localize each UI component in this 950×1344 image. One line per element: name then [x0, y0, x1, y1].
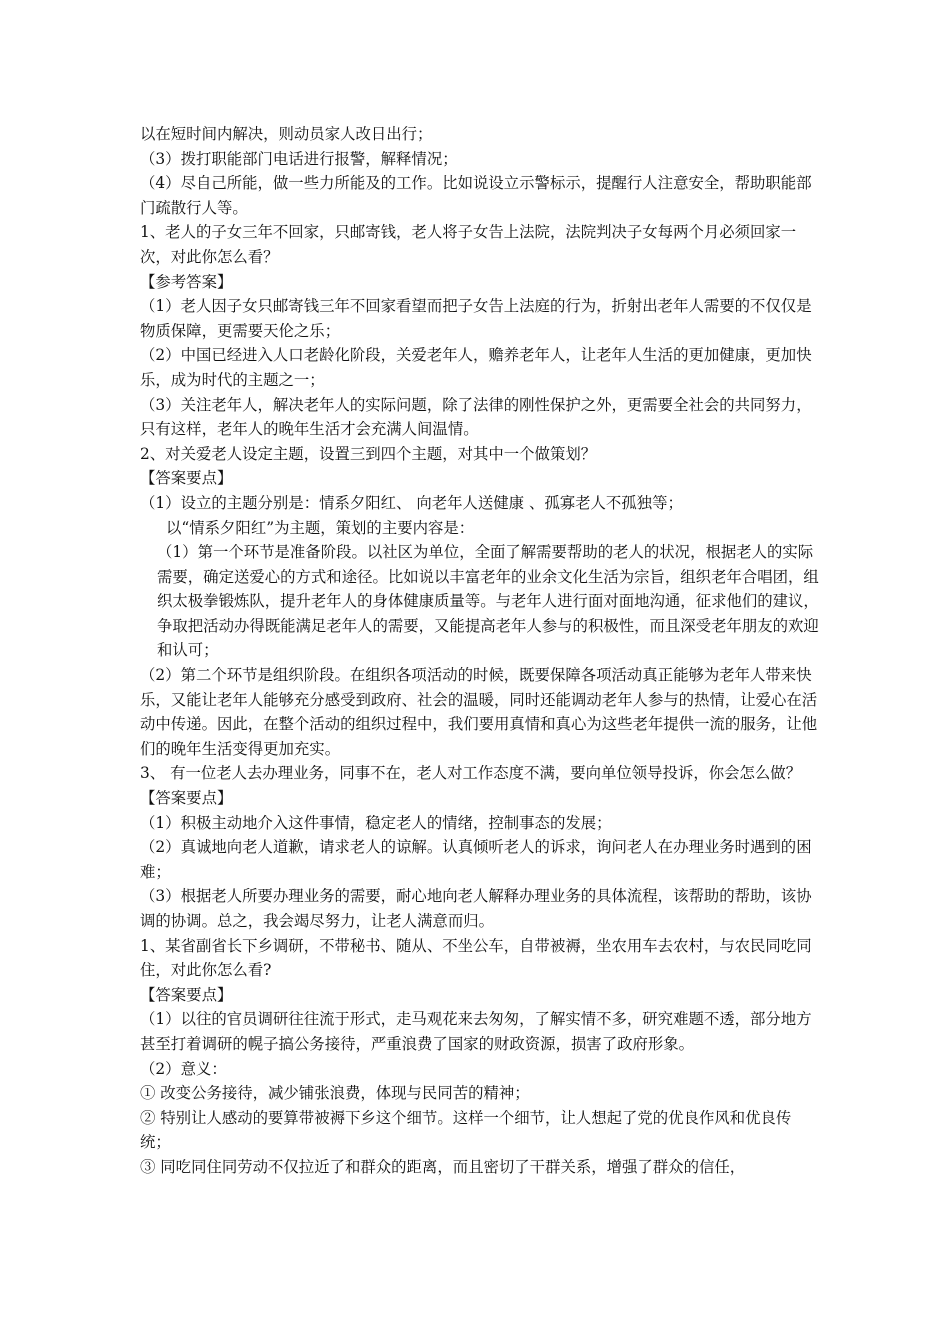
answer-heading: 【答案要点】: [140, 789, 233, 808]
text-line: （1）设立的主题分别是：情系夕阳红、 向老年人送健康 、孤寡老人不孤独等；: [140, 493, 683, 512]
question-heading: 2、对关爱老人设定主题，设置三到四个主题，对其中一个做策划？: [140, 444, 597, 463]
text-line: （3）拨打职能部门电话进行报警，解释情况；: [140, 149, 458, 168]
text-line: ① 改变公务接待，减少铺张浪费，体现与民同苦的精神；: [140, 1084, 530, 1103]
question-heading: 1、老人的子女三年不回家，只邮寄钱，老人将子女告上法院，法院判决子女每两个月必须回家一次，对此你怎么看？: [140, 223, 797, 266]
text-line: （2）真诚地向老人道歉，请求老人的谅解。认真倾听老人的诉求，询问老人在办理业务时遇到的困难；: [140, 838, 812, 881]
text-line: （3）根据老人所要办理业务的需要，耐心地向老人解释办理业务的具体流程，该帮助的帮助，该协调的协调。总之，我会竭尽努力，让老人满意而归。: [140, 887, 812, 930]
answer-heading: 【答案要点】: [140, 985, 233, 1004]
text-line: （2）中国已经进入人口老龄化阶段，关爱老年人，赡养老年人，让老年人生活的更加健康，更加快乐，成为时代的主题之一；: [140, 346, 812, 389]
question-heading: 1、某省副省长下乡调研，不带秘书、随从、不坐公车，自带被褥，坐农用车去农村，与农民同吃同住，对此你怎么看?: [140, 936, 812, 980]
text-line: 以在短时间内解决，则动员家人改日出行；: [140, 125, 433, 143]
text-line: 以“情系夕阳红”为主题，策划的主要内容是：: [166, 518, 475, 537]
text-line: （1）老人因子女只邮寄钱三年不回家看望而把子女告上法庭的行为，折射出老年人需要的不仅仅是物质保障，更需要天伦之乐；: [140, 297, 812, 340]
text-line: （1）第一个环节是准备阶段。以社区为单位，全面了解需要帮助的老人的状况，根据老人的实际需要，确定送爱心的方式和途径。比如说以丰富老年的业余文化生活为宗旨，组织老年合唱团，组织太极拳锻炼队，提升老年人的身体健康质量等。与老年人进行面对面地沟通，征求他们的建议，争取把活动办得既能满足老年人的需要，又能提高老年人参与的积极性，而且深受老年朋友的欢迎和认可；: [157, 543, 819, 660]
text-line: ② 特别让人感动的要算带被褥下乡这个细节。这样一个细节，让人想起了党的优良作风和优良传统；: [140, 1108, 792, 1152]
text-line: （1）积极主动地介入这件事情，稳定老人的情绪，控制事态的发展；: [140, 813, 612, 832]
document-page: [140, 122, 820, 1180]
question-heading: 3、 有一位老人去办理业务，同事不在，老人对工作态度不满，要向单位领导投诉，你会怎么做？: [140, 764, 802, 783]
text-line: ③ 同吃同住同劳动不仅拉近了和群众的距离，而且密切了干群关系，增强了群众的信任，: [140, 1157, 746, 1176]
text-line: （1）以往的官员调研往往流于形式，走马观花来去匆匆，了解实情不多，研究难题不透，部分地方甚至打着调研的幌子搞公务接待，严重浪费了国家的财政资源，损害了政府形象。: [140, 1010, 812, 1053]
answer-heading: 【参考答案】: [140, 272, 233, 291]
text-line: （4）尽自己所能，做一些力所能及的工作。比如说设立示警标示，提醒行人注意安全，帮助职能部门疏散行人等。: [140, 174, 812, 217]
text-line: （2）意义：: [140, 1059, 227, 1078]
answer-heading: 【答案要点】: [140, 469, 233, 488]
text-line: （3）关注老年人，解决老年人的实际问题，除了法律的刚性保护之外，更需要全社会的共同努力，只有这样，老年人的晚年生活才会充满人间温情。: [140, 395, 812, 439]
text-line: （2）第二个环节是组织阶段。在组织各项活动的时候，既要保障各项活动真正能够为老年人带来快乐，又能让老年人能够充分感受到政府、社会的温暖，同时还能调动老年人参与的热情，让爱心在活动中传递。因此，在整个活动的组织过程中，我们要用真情和真心为这些老年提供一流的服务，让他们的晚年生活变得更加充实。: [140, 666, 818, 758]
